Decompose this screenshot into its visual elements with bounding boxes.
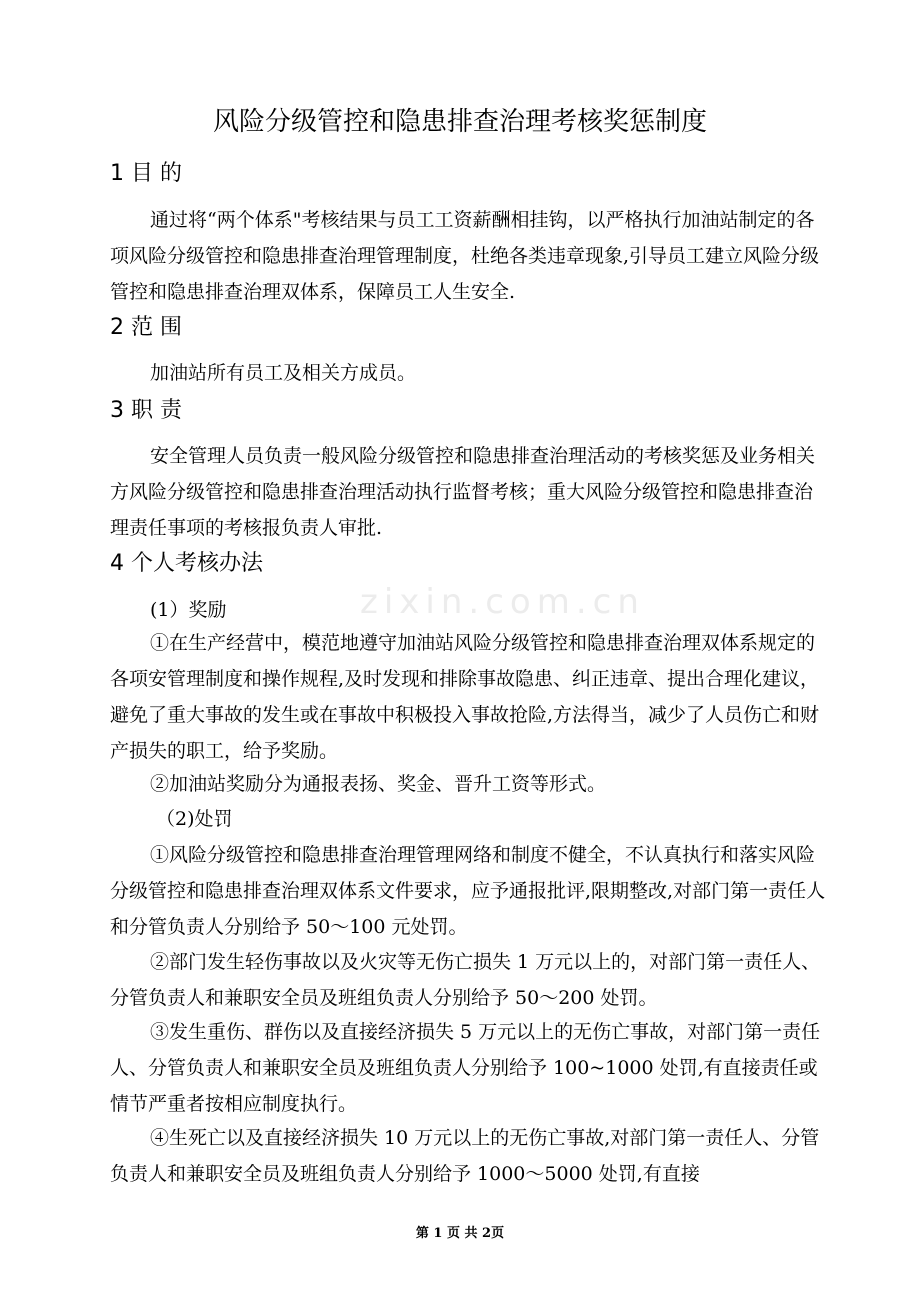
section-heading-duty: 3 职 责 [110, 398, 182, 423]
page-number: 第 1 页 共 2页 [415, 1226, 505, 1241]
purpose-paragraph: 通过将“两个体系"考核结果与员工工资薪酬相挂钩，以严格执行加油站制定的各项风险分级管控和隐患排查治理管理制度，杜绝各类违章现象,引导员工建立风险分级管控和隐患排查治理双体系，保障员工人生安全. [110, 209, 820, 303]
section-heading-scope: 2 范 围 [110, 315, 182, 340]
reward-item: ②加油站奖励分为通报表扬、奖金、晋升工资等形式。 [150, 773, 607, 795]
penalty-item: ④生死亡以及直接经济损失 10 万元以上的无伤亡事故,对部门第一责任人、分管负责人和兼职安全员及班组负责人分别给予 1000～5000 处罚,有直接 [110, 1127, 820, 1185]
reward-subheading: (1）奖励 [150, 599, 227, 621]
penalty-item: ③发生重伤、群伤以及直接经济损失 5 万元以上的无伤亡事故，对部门第一责任人、分管负责人和兼职安全员及班组负责人分别给予 100~1000 处罚,有直接责任或情节严重者按相应制度执行。 [110, 1021, 821, 1115]
scope-paragraph: 加油站所有员工及相关方成员。 [150, 362, 417, 384]
penalty-subheading: （2)处罚 [156, 808, 233, 830]
duty-paragraph: 安全管理人员负责一般风险分级管控和隐患排查治理活动的考核奖惩及业务相关方风险分级管控和隐患排查治理活动执行监督考核；重大风险分级管控和隐患排查治理责任事项的考核报负责人审批. [110, 445, 816, 539]
section-heading-purpose: 1 目 的 [110, 161, 182, 186]
penalty-item: ①风险分级管控和隐患排查治理管理网络和制度不健全，不认真执行和落实风险分级管控和隐患排查治理双体系文件要求，应予通报批评,限期整改,对部门第一责任人和分管负责人分别给予 50～100 元处罚。 [110, 844, 826, 938]
reward-item: ①在生产经营中，模范地遵守加油站风险分级管控和隐患排查治理双体系规定的各项安管理制度和操作规程,及时发现和排除事故隐患、纠正违章、提出合理化建议，避免了重大事故的发生或在事故中积极投入事故抢险,方法得当，减少了人员伤亡和财产损失的职工，给予奖励。 [110, 632, 820, 762]
penalty-item: ②部门发生轻伤事故以及火灾等无伤亡损失 1 万元以上的，对部门第一责任人、分管负责人和兼职安全员及班组负责人分别给予 50～200 处罚。 [110, 951, 821, 1009]
document-title: 风险分级管控和隐患排查治理考核奖惩制度 [212, 107, 707, 137]
watermark: zixin.com.cn [360, 582, 645, 622]
section-heading-assessment: 4 个人考核办法 [110, 551, 263, 576]
